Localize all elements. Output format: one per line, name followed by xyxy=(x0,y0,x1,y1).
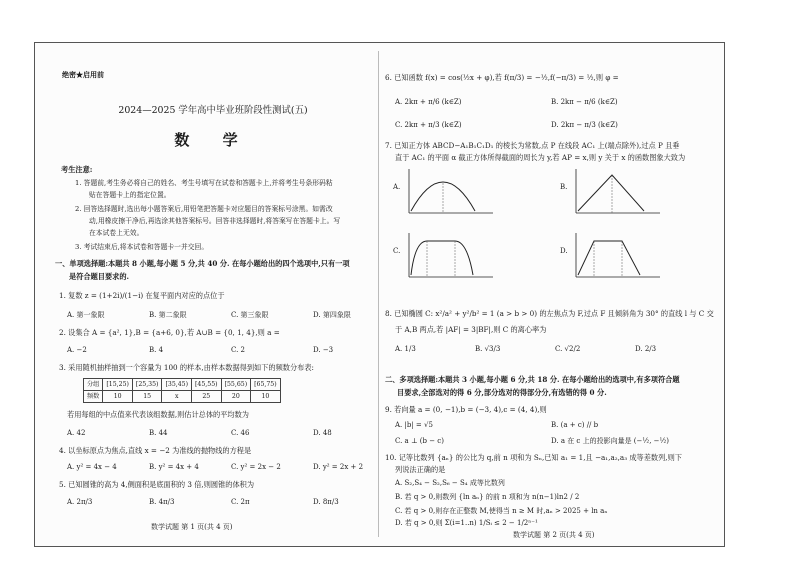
q5-option-a: A. 2π/3 xyxy=(67,498,93,506)
table-cell: 20 xyxy=(221,391,251,403)
q9-option-b: B. (a + c) // b xyxy=(551,421,599,429)
notice-line: 贴在答题卡上的指定位置。 xyxy=(89,191,171,199)
table-cell: 15 xyxy=(132,391,162,403)
q9-option-c: C. a ⊥ (b − c) xyxy=(395,437,444,445)
page-footer-right: 数学试题 第 2 页(共 4 页) xyxy=(513,531,595,539)
q3-stem-cont: 若用每组的中点值来代表该组数据,则估计总体的平均数为 xyxy=(67,410,249,419)
q4-option-a: A. y² = 4x − 4 xyxy=(67,463,117,471)
table-cell: 10 xyxy=(103,391,133,403)
q8-stem: 8. 已知椭圆 C: x²/a² + y²/b² = 1 (a > b > 0) 的左焦点为 F,过点 F 且倾斜角为 30° 的直线 l 与 C 交 xyxy=(385,309,714,318)
page-divider xyxy=(378,51,379,537)
q8-stem-cont: 于 A,B 两点,若 |AF| = 3|BF|,则 C 的离心率为 xyxy=(395,325,547,334)
table-cell: [35,45) xyxy=(162,379,192,391)
q3-option-d: D. 48 xyxy=(313,429,332,437)
q1-option-c: C. 第三象限 xyxy=(231,311,269,319)
section2-heading-cont: 目要求,全部选对的得 6 分,部分选对的得部分分,有选错的得 0 分. xyxy=(397,388,607,397)
q4-option-b: B. y² = 4x + 4 xyxy=(149,463,199,471)
q6-option-d: D. 2kπ − π/3 (k∈Z) xyxy=(551,121,618,129)
q7-label-b: B. xyxy=(560,183,568,191)
q5-option-d: D. 8π/3 xyxy=(313,498,339,506)
notice-line: 2. 回答选择题时,选出每小题答案后,用铅笔把答题卡对应题目的答案标号涂黑。如需改 xyxy=(75,205,333,213)
q6-option-a: A. 2kπ + π/6 (k∈Z) xyxy=(395,98,462,106)
q7-stem: 7. 已知正方体 ABCD−A₁B₁C₁D₁ 的棱长为常数,点 P 在线段 AC₁ 上(端点除外),过点 P 且垂 xyxy=(385,141,680,150)
q8-option-b: B. √3/3 xyxy=(475,345,501,353)
q10-option-b: B. 若 q > 0,则数列 {ln aₙ} 的前 n 项和为 n(n−1)ln2 / 2 xyxy=(395,493,580,501)
q7-graph-c xyxy=(405,231,495,281)
notice-line: 1. 答题前,考生务必将自己的姓名、考生号填写在试卷和答题卡上,并将考生号条形码粘 xyxy=(75,179,333,187)
q10-stem: 10. 记等比数列 {aₙ} 的公比为 q,前 n 项和为 Sₙ,已知 a₁ = 1,且 −a₁,a₂,a₃ 成等差数列,则下 xyxy=(385,453,682,462)
q8-option-c: C. √2/2 xyxy=(555,345,581,353)
q1-option-b: B. 第二象限 xyxy=(149,311,187,319)
table-cell: 分组 xyxy=(84,379,103,391)
q6-option-b: B. 2kπ − π/6 (k∈Z) xyxy=(551,98,618,106)
q3-option-c: C. 46 xyxy=(231,429,250,437)
table-cell: [25,35) xyxy=(132,379,162,391)
q4-option-d: D. y² = 2x + 2 xyxy=(313,463,364,471)
page-footer-left: 数学试题 第 1 页(共 4 页) xyxy=(151,523,233,531)
table-row xyxy=(84,379,281,391)
frequency-table xyxy=(83,378,281,403)
q5-option-b: B. 4π/3 xyxy=(149,498,175,506)
q4-option-c: C. y² = 2x − 2 xyxy=(231,463,281,471)
q7-label-c: C. xyxy=(393,247,401,255)
q7-graph-d xyxy=(572,231,662,281)
table-cell: 25 xyxy=(192,391,222,403)
q3-option-a: A. 42 xyxy=(67,429,86,437)
table-row xyxy=(84,391,281,403)
q7-label-a: A. xyxy=(393,183,401,191)
q2-stem: 2. 设集合 A = {a², 1},B = {a+6, 0},若 A∪B = {0, 1, 4},则 a = xyxy=(59,328,280,337)
q7-label-d: D. xyxy=(560,247,568,255)
table-cell: [15,25) xyxy=(103,379,133,391)
q6-stem: 6. 已知函数 f(x) = cos(½x + φ),若 f(π/3) = −½,f(−π/3) = ½,则 φ = xyxy=(385,73,619,82)
q9-stem: 9. 若向量 a = (0, −1),b = (−3, 4),c = (4, 4),则 xyxy=(385,405,547,414)
section2-heading: 二、多项选择题:本题共 3 小题,每小题 6 分,共 18 分. 在每小题给出的选项中,有多项符合题 xyxy=(385,375,680,384)
q3-stem: 3. 采用随机抽样抽到一个容量为 100 的样本,由样本数据得到如下的频数分布表: xyxy=(59,363,314,372)
q2-option-b: B. 4 xyxy=(149,346,164,354)
q5-stem: 5. 已知圆锥的高为 4,侧面积是底面积的 3 倍,则圆锥的体积为 xyxy=(59,480,255,489)
q10-stem-cont: 列说法正确的是 xyxy=(395,465,446,474)
q7-graph-b xyxy=(572,167,662,217)
q9-option-a: A. |b| = √5 xyxy=(395,421,433,429)
exam-title: 2024—2025 学年高中毕业班阶段性测试(五) xyxy=(118,105,308,116)
q9-option-d: D. a 在 c 上的投影向量是 (−½, −½) xyxy=(551,437,670,445)
notice-line: 在本试卷上无效。 xyxy=(89,229,144,237)
section1-heading: 一、单项选择题:本题共 8 小题,每小题 5 分,共 40 分. 在每小题给出的四个选项中,只有一项 xyxy=(55,259,350,268)
q1-option-d: D. 第四象限 xyxy=(313,311,351,319)
q8-option-a: A. 1/3 xyxy=(395,345,416,353)
q3-option-b: B. 44 xyxy=(149,429,168,437)
table-cell: [65,75) xyxy=(251,379,281,391)
table-cell: 10 xyxy=(251,391,281,403)
q10-option-c: C. 若 q > 0,则存在正整数 M,使得当 n ≥ M 时,aₙ > 2025 + ln aₙ xyxy=(395,507,608,515)
section1-heading-cont: 是符合题目要求的. xyxy=(69,272,130,281)
table-cell: [45,55) xyxy=(192,379,222,391)
q10-option-d: D. 若 q > 0,则 Σ(i=1..n) 1/Sᵢ ≤ 2 − 1/2ⁿ⁻¹ xyxy=(395,519,538,527)
table-cell: [55,65) xyxy=(221,379,251,391)
notice-line: 动,用橡皮擦干净后,再选涂其他答案标号。回答非选择题时,将答案写在答题卡上。写 xyxy=(89,217,341,225)
q2-option-a: A. −2 xyxy=(67,346,87,354)
table-cell: 频数 xyxy=(84,391,103,403)
q1-stem: 1. 复数 z = (1+2i)/(1−i) 在复平面内对应的点位于 xyxy=(59,291,225,300)
notice-heading: 考生注意: xyxy=(61,165,93,174)
q6-option-c: C. 2kπ + π/3 (k∈Z) xyxy=(395,121,462,129)
q10-option-a: A. S₂,S₄ − S₂,S₆ − S₄ 成等比数列 xyxy=(395,479,505,487)
q2-option-d: D. −3 xyxy=(313,346,334,354)
table-cell: x xyxy=(162,391,192,403)
q8-option-d: D. 2/3 xyxy=(635,345,657,353)
q1-option-a: A. 第一象限 xyxy=(67,311,105,319)
q4-stem: 4. 以坐标原点为焦点,直线 x = −2 为准线的抛物线的方程是 xyxy=(59,446,252,455)
subject-title: 数 学 xyxy=(174,131,252,149)
notice-line: 3. 考试结束后,将本试卷和答题卡一并交回。 xyxy=(75,243,209,251)
secret-mark: 绝密★启用前 xyxy=(62,70,104,79)
exam-sheet xyxy=(34,42,725,547)
q7-graph-a xyxy=(405,167,495,217)
q5-option-c: C. 2π xyxy=(231,498,250,506)
q7-stem-cont: 直于 AC₁ 的平面 α 截正方体所得截面的周长为 y,若 AP = x,则 y 关于 x 的函数图象大致为 xyxy=(395,153,686,162)
q2-option-c: C. 2 xyxy=(231,346,246,354)
